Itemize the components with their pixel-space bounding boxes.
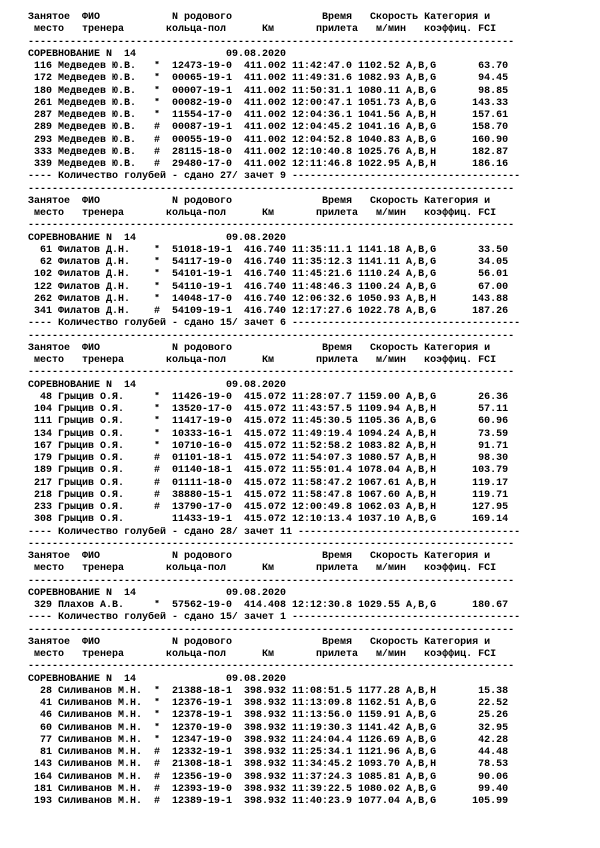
separator-line: --------------------------------------------------------------------------------- — [28, 36, 515, 48]
separator-line: --------------------------------------------------------------------------------- — [28, 624, 515, 636]
result-row: 180 Медведев Ю.В. * 00007-19-1 411.002 11:50:31.1 1080.11 A,B,G 98.85 — [28, 85, 509, 97]
header-line-1: Занятое ФИО N родового Время Скорость Категория и — [28, 551, 491, 562]
result-row: 233 Грыцив О.Я. # 13790-17-0 415.072 12:00:49.8 1062.03 A,B,H 127.95 — [28, 502, 509, 513]
header-line-2: место тренера кольца-пол Км прилета м/мин коэффиц. FCI — [28, 208, 497, 219]
result-row: 104 Грыцив О.Я. * 13520-17-0 415.072 11:43:57.5 1109.94 A,B,H 57.11 — [28, 404, 509, 415]
header-line-2: место тренера кольца-пол Км прилета м/мин коэффиц. FCI — [28, 649, 497, 660]
result-row: 181 Силиванов М.Н. # 12393-19-0 398.932 11:39:22.5 1080.02 A,B,G 99.40 — [28, 783, 509, 795]
result-row: 60 Силиванов М.Н. * 12370-19-0 398.932 11:19:30.3 1141.42 A,B,G 32.95 — [28, 722, 509, 734]
result-row: 287 Медведев Ю.В. * 11554-17-0 411.002 12:04:36.1 1041.56 A,B,H 157.61 — [28, 110, 509, 121]
result-row: 172 Медведев Ю.В. * 00065-19-1 411.002 11:49:31.6 1082.93 A,B,G 94.45 — [28, 73, 509, 85]
header-line-2: место тренера кольца-пол Км прилета м/мин коэффиц. FCI — [28, 563, 497, 575]
result-row: 102 Филатов Д.Н. * 54101-19-1 416.740 11:45:21.6 1110.24 A,B,G 56.01 — [28, 269, 509, 281]
competition-line: СОРЕВНОВАНИЕ N 14 09.08.2020 — [28, 232, 287, 244]
result-row: 143 Силиванов М.Н. # 21308-18-1 398.932 11:34:45.2 1093.70 A,B,H 78.53 — [28, 759, 509, 771]
result-row: 333 Медведев Ю.В. # 28115-18-0 411.002 12:10:40.8 1025.76 A,B,H 182.87 — [28, 146, 509, 158]
pigeon-count-line: ---- Количество голубей - сдано 28/ зачет 11 ------------------------------------- — [28, 526, 521, 538]
pigeon-count-line: ---- Количество голубей - сдано 15/ зачет 6 -------------------------------------- — [28, 318, 521, 330]
header-line-1: Занятое ФИО N родового Время Скорость Категория и — [28, 342, 491, 354]
result-row: 81 Силиванов М.Н. # 12332-19-1 398.932 11:25:34.1 1121.96 A,B,G 44.48 — [28, 747, 509, 758]
result-row: 164 Силиванов М.Н. # 12356-19-0 398.932 11:37:24.3 1085.81 A,B,G 90.06 — [28, 771, 509, 783]
competition-line: СОРЕВНОВАНИЕ N 14 09.08.2020 — [28, 587, 287, 599]
separator-line: --------------------------------------------------------------------------------- — [28, 367, 515, 379]
competition-line: СОРЕВНОВАНИЕ N 14 09.08.2020 — [28, 379, 287, 391]
result-row: 261 Медведев Ю.В. * 00082-19-0 411.002 12:00:47.1 1051.73 A,B,G 143.33 — [28, 97, 509, 109]
header-line-2: место тренера кольца-пол Км прилета м/мин коэффиц. FCI — [28, 24, 497, 36]
result-row: 341 Филатов Д.Н. # 54109-19-1 416.740 12:17:27.6 1022.78 A,B,G 187.26 — [28, 306, 509, 317]
header-line-1: Занятое ФИО N родового Время Скорость Категория и — [28, 12, 491, 23]
header-line-1: Занятое ФИО N родового Время Скорость Категория и — [28, 195, 491, 207]
separator-line: --------------------------------------------------------------------------------- — [28, 575, 515, 587]
result-row: 262 Филатов Д.Н. * 14048-17-0 416.740 12:06:32.6 1050.93 A,B,H 143.88 — [28, 293, 509, 305]
result-row: 217 Грыцив О.Я. # 01111-18-0 415.072 11:58:47.2 1067.61 A,B,H 119.17 — [28, 477, 509, 489]
separator-line: --------------------------------------------------------------------------------- — [28, 220, 515, 232]
result-row: 293 Медведев Ю.В. # 00055-19-0 411.002 12:04:52.8 1040.83 A,B,G 160.90 — [28, 134, 509, 146]
pigeon-count-line: ---- Количество голубей - сдано 27/ зачет 9 -------------------------------------- — [28, 171, 521, 183]
result-row: 61 Филатов Д.Н. * 51018-19-1 416.740 11:35:11.1 1141.18 A,B,G 33.50 — [28, 244, 509, 256]
result-row: 179 Грыцив О.Я. # 01101-18-1 415.072 11:54:07.3 1080.57 A,B,H 98.30 — [28, 453, 509, 464]
result-row: 116 Медведев Ю.В. * 12473-19-0 411.002 11:42:47.0 1102.52 A,B,G 63.70 — [28, 61, 509, 72]
pigeon-count-line: ---- Количество голубей - сдано 15/ зачет 1 -------------------------------------- — [28, 612, 521, 624]
result-row: 134 Грыцив О.Я. * 10333-16-1 415.072 11:49:19.4 1094.24 A,B,H 73.59 — [28, 428, 509, 440]
competition-line: СОРЕВНОВАНИЕ N 14 09.08.2020 — [28, 48, 287, 60]
header-line-2: место тренера кольца-пол Км прилета м/мин коэффиц. FCI — [28, 355, 497, 366]
result-row: 193 Силиванов М.Н. # 12389-19-1 398.932 11:40:23.9 1077.04 A,B,G 105.99 — [28, 796, 509, 807]
competition-line: СОРЕВНОВАНИЕ N 14 09.08.2020 — [28, 673, 287, 685]
result-row: 189 Грыцив О.Я. # 01140-18-1 415.072 11:55:01.4 1078.04 A,B,H 103.79 — [28, 465, 509, 477]
result-row: 28 Силиванов М.Н. * 21388-18-1 398.932 11:08:51.5 1177.28 A,B,H 15.38 — [28, 685, 509, 697]
result-row: 41 Силиванов М.Н. * 12376-19-1 398.932 11:13:09.8 1162.51 A,B,G 22.52 — [28, 698, 509, 709]
result-row: 48 Грыцив О.Я. * 11426-19-0 415.072 11:28:07.7 1159.00 A,B,G 26.36 — [28, 391, 509, 403]
separator-line: --------------------------------------------------------------------------------- — [28, 330, 515, 342]
result-row: 289 Медведев Ю.В. # 00087-19-1 411.002 12:04:45.2 1041.16 A,B,G 158.70 — [28, 122, 509, 134]
result-row: 122 Филатов Д.Н. * 54110-19-1 416.740 11:48:46.3 1100.24 A,B,G 67.00 — [28, 281, 509, 293]
result-row: 167 Грыцив О.Я. * 10710-16-0 415.072 11:52:58.2 1083.82 A,B,H 91.71 — [28, 440, 509, 452]
separator-line: --------------------------------------------------------------------------------- — [28, 183, 515, 195]
result-row: 46 Силиванов М.Н. * 12378-19-1 398.932 11:13:56.0 1159.91 A,B,G 25.26 — [28, 710, 509, 722]
result-row: 308 Грыцив О.Я. 11433-19-1 415.072 12:10:13.4 1037.10 A,B,G 169.14 — [28, 514, 509, 526]
result-row: 62 Филатов Д.Н. * 54117-19-0 416.740 11:35:12.3 1141.11 A,B,G 34.05 — [28, 257, 509, 268]
header-line-1: Занятое ФИО N родового Время Скорость Категория и — [28, 636, 491, 648]
result-row: 218 Грыцив О.Я. # 38880-15-1 415.072 11:58:47.8 1067.60 A,B,H 119.71 — [28, 489, 509, 501]
result-row: 329 Плахов А.В. * 57562-19-0 414.408 12:12:30.8 1029.55 A,B,G 180.67 — [28, 600, 509, 611]
separator-line: --------------------------------------------------------------------------------- — [28, 661, 515, 673]
separator-line: --------------------------------------------------------------------------------- — [28, 538, 515, 550]
result-row: 111 Грыцив О.Я. * 11417-19-0 415.072 11:45:30.5 1105.36 A,B,G 60.96 — [28, 416, 509, 428]
result-row: 77 Силиванов М.Н. * 12347-19-0 398.932 11:24:04.4 1126.69 A,B,G 42.28 — [28, 734, 509, 746]
result-row: 339 Медведев Ю.В. # 29480-17-0 411.002 12:11:46.8 1022.95 A,B,H 186.16 — [28, 159, 509, 170]
